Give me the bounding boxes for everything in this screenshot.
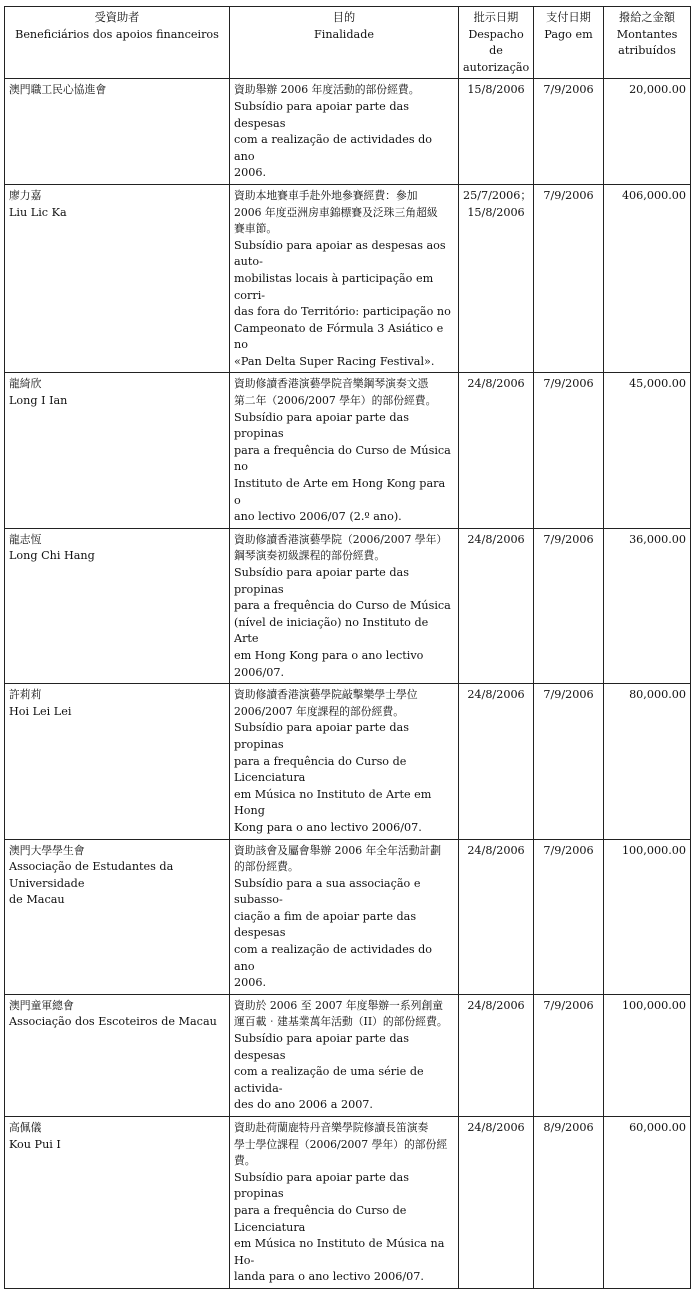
header-amount: [604, 7, 691, 79]
amount-cell: [604, 994, 691, 1116]
paid-date: 7/9/2006: [543, 532, 594, 546]
table-row: [5, 373, 691, 528]
purpose-pt-line: com a realização de uma série de activida-: [234, 1065, 424, 1095]
purpose-pt-line: Subsídio para apoiar parte das despesas: [234, 1032, 409, 1062]
purpose-pt-line: em Música no Instituto de Arte em Hong: [234, 787, 432, 818]
table-row: [5, 839, 691, 994]
paid-date: 7/9/2006: [543, 843, 594, 857]
purpose-cell: [230, 684, 459, 839]
purpose-zh-line: 資助舉辦 2006 年度活動的部份經費。: [234, 83, 420, 97]
purpose-zh-line: 資助修讀香港演藝學院敲擊樂學士學位: [234, 688, 418, 702]
amount-value: 100,000.00: [621, 843, 686, 857]
header-authorization-zh: 批示日期: [473, 11, 519, 24]
beneficiary-name-pt: Hoi Lei Lei: [9, 704, 72, 718]
header-authorization: [459, 7, 534, 79]
header-paid-zh: 支付日期: [546, 11, 591, 24]
purpose-pt-line: Subsídio para a sua associação e subasso-: [234, 876, 421, 907]
authorization-date: 15/8/2006: [467, 205, 525, 219]
header-purpose-zh: 目的: [332, 11, 356, 24]
purpose-pt-line: Campeonato de Fórmula 3 Asiático e no: [234, 321, 444, 352]
purpose-pt-line: Subsídio para apoiar parte das propinas: [234, 410, 409, 441]
table-row: [5, 1117, 691, 1289]
paid-date: 7/9/2006: [543, 83, 594, 97]
beneficiary-cell: [5, 839, 230, 994]
grants-table: [4, 6, 691, 1289]
beneficiary-name-pt: Associação dos Escoteiros de Macau: [9, 1015, 217, 1029]
beneficiary-name-pt: Liu Lic Ka: [9, 205, 67, 219]
purpose-zh-line: 運百載‧建基業萬年活動（II）的部份經費。: [234, 1015, 448, 1029]
header-purpose: [230, 7, 459, 79]
paid-date-cell: [534, 1117, 604, 1289]
header-amount-pt-2: atribuídos: [618, 44, 676, 58]
purpose-cell: [230, 839, 459, 994]
beneficiary-name-zh: 龍志恆: [9, 532, 42, 546]
purpose-zh-line: 鋼琴演奏初級課程的部份經費。: [234, 549, 386, 563]
purpose-pt-line: das fora do Território: participação no: [234, 305, 451, 319]
beneficiary-cell: [5, 373, 230, 528]
purpose-pt-line: des do ano 2006 a 2007.: [234, 1098, 373, 1112]
purpose-cell: [230, 1117, 459, 1289]
beneficiary-name-zh: 澳門大學學生會: [9, 843, 85, 857]
authorization-date: 24/8/2006: [467, 843, 525, 857]
amount-cell: [604, 79, 691, 185]
beneficiary-name-zh: 許莉莉: [9, 688, 42, 702]
header-beneficiary-pt: Beneficiários dos apoios financeiros: [15, 27, 219, 41]
table-row: [5, 79, 691, 185]
purpose-zh-line: 2006 年度亞洲房車錦標賽及泛珠三角超級: [234, 205, 438, 219]
paid-date: 7/9/2006: [543, 377, 594, 391]
amount-value: 20,000.00: [629, 83, 686, 97]
table-row: [5, 684, 691, 839]
beneficiary-name-zh: 龍綺欣: [9, 377, 42, 391]
header-paid-pt: Pago em: [544, 27, 593, 41]
purpose-pt-line: Subsídio para apoiar parte das despesas: [234, 99, 409, 130]
purpose-cell: [230, 184, 459, 373]
header-purpose-pt: Finalidade: [314, 27, 374, 41]
header-amount-pt-1: Montantes: [616, 27, 678, 41]
authorization-date-cell: [459, 79, 534, 185]
beneficiary-name-pt: de Macau: [9, 893, 65, 907]
header-paid: [534, 7, 604, 79]
purpose-cell: [230, 994, 459, 1116]
purpose-zh-line: 賽車節。: [234, 222, 278, 236]
paid-date-cell: [534, 184, 604, 373]
purpose-pt-line: com a realização de actividades do ano: [234, 133, 433, 163]
amount-value: 100,000.00: [621, 998, 686, 1012]
table-body: [5, 79, 691, 1289]
paid-date: 7/9/2006: [543, 188, 594, 202]
header-amount-zh: 撥給之金額: [619, 11, 675, 24]
purpose-pt-line: para a frequência do Curso de Música no: [234, 443, 451, 474]
beneficiary-name-zh: 澳門童軍總會: [9, 998, 74, 1012]
beneficiary-cell: [5, 184, 230, 373]
purpose-pt-line: Instituto de Arte em Hong Kong para o: [234, 477, 446, 507]
amount-cell: [604, 1117, 691, 1289]
amount-cell: [604, 839, 691, 994]
authorization-date-cell: [459, 994, 534, 1116]
purpose-zh-line: 資助該會及屬會舉辦 2006 年全年活動計劃: [234, 843, 442, 857]
purpose-pt-line: mobilistas locais à participação em corri-: [234, 271, 434, 302]
purpose-pt-line: ano lectivo 2006/07 (2.º ano).: [234, 510, 402, 524]
paid-date-cell: [534, 839, 604, 994]
beneficiary-name-pt: Long Chi Hang: [9, 549, 95, 563]
purpose-zh-line: 費。: [234, 1154, 256, 1168]
purpose-zh-line: 資助於 2006 至 2007 年度舉辦一系列創童: [234, 998, 444, 1012]
header-row: [5, 7, 691, 79]
authorization-date: 24/8/2006: [467, 532, 525, 546]
beneficiary-cell: [5, 684, 230, 839]
paid-date-cell: [534, 684, 604, 839]
purpose-cell: [230, 373, 459, 528]
purpose-pt-line: ciação a fim de apoiar parte das despesas: [234, 909, 417, 940]
beneficiary-name-pt: Associação de Estudantes da Universidade: [9, 860, 174, 890]
beneficiary-cell: [5, 994, 230, 1116]
purpose-pt-line: landa para o ano lectivo 2006/07.: [234, 1270, 424, 1284]
authorization-date-cell: [459, 839, 534, 994]
purpose-pt-line: Subsídio para apoiar parte das propinas: [234, 1170, 409, 1201]
authorization-date: 25/7/2006；: [463, 188, 532, 202]
amount-cell: [604, 684, 691, 839]
purpose-zh-line: 資助修讀香港演藝學院（2006/2007 學年）: [234, 532, 448, 546]
purpose-pt-line: com a realização de actividades do ano: [234, 943, 433, 973]
amount-cell: [604, 184, 691, 373]
beneficiary-cell: [5, 79, 230, 185]
beneficiary-name-pt: Long I Ian: [9, 394, 68, 408]
authorization-date-cell: [459, 684, 534, 839]
table-row: [5, 528, 691, 683]
authorization-date-cell: [459, 184, 534, 373]
purpose-pt-line: 2006.: [234, 976, 267, 990]
authorization-date: 24/8/2006: [467, 998, 525, 1012]
beneficiary-name-zh: 高佩儀: [9, 1121, 42, 1134]
paid-date-cell: [534, 79, 604, 185]
header-beneficiary-zh: 受資助者: [94, 11, 140, 24]
purpose-pt-line: para a frequência do Curso de Música: [234, 599, 451, 613]
authorization-date-cell: [459, 1117, 534, 1289]
beneficiary-name-zh: 澳門職工民心協進會: [9, 83, 107, 97]
purpose-cell: [230, 528, 459, 683]
header-authorization-pt-1: Despacho de: [468, 27, 524, 58]
beneficiary-name-zh: 廖力嘉: [9, 188, 42, 202]
purpose-pt-line: para a frequência do Curso de Licenciatura: [234, 1203, 407, 1234]
paid-date-cell: [534, 528, 604, 683]
amount-value: 80,000.00: [629, 688, 686, 702]
amount-value: 36,000.00: [629, 532, 686, 546]
header-beneficiary: [5, 7, 230, 79]
amount-value: 60,000.00: [629, 1121, 686, 1134]
authorization-date: 24/8/2006: [467, 688, 525, 702]
purpose-pt-line: 2006.: [234, 166, 267, 180]
purpose-pt-line: Kong para o ano lectivo 2006/07.: [234, 820, 422, 834]
paid-date-cell: [534, 373, 604, 528]
purpose-zh-line: 資助本地賽車手赴外地參賽經費：參加: [234, 188, 418, 202]
purpose-pt-line: para a frequência do Curso de Licenciatura: [234, 754, 407, 785]
purpose-pt-line: Subsídio para apoiar parte das propinas: [234, 566, 409, 596]
purpose-pt-line: em Hong Kong para o ano lectivo 2006/07.: [234, 648, 424, 679]
beneficiary-name-pt: Kou Pui I: [9, 1137, 61, 1151]
paid-date: 7/9/2006: [543, 688, 594, 702]
beneficiary-cell: [5, 1117, 230, 1289]
paid-date: 7/9/2006: [543, 998, 594, 1012]
purpose-pt-line: Subsídio para apoiar parte das propinas: [234, 721, 409, 751]
authorization-date: 24/8/2006: [467, 1121, 525, 1134]
authorization-date: 24/8/2006: [467, 377, 525, 391]
amount-value: 406,000.00: [621, 188, 686, 202]
purpose-zh-line: 的部份經費。: [234, 860, 299, 874]
purpose-zh-line: 第二年（2006/2007 學年）的部份經費。: [234, 394, 437, 408]
purpose-zh-line: 資助赴荷蘭鹿特丹音樂學院修讀長笛演奏: [234, 1121, 429, 1134]
purpose-cell: [230, 79, 459, 185]
purpose-pt-line: (nível de iniciação) no Instituto de Arte: [234, 615, 429, 646]
authorization-date-cell: [459, 373, 534, 528]
purpose-pt-line: «Pan Delta Super Racing Festival».: [234, 354, 435, 368]
purpose-zh-line: 資助修讀香港演藝學院音樂鋼琴演奏文憑: [234, 377, 429, 391]
beneficiary-cell: [5, 528, 230, 683]
authorization-date-cell: [459, 528, 534, 683]
table-row: [5, 994, 691, 1116]
purpose-zh-line: 學士學位課程（2006/2007 學年）的部份經: [234, 1137, 448, 1151]
header-authorization-pt-2: autorização: [463, 60, 530, 74]
paid-date: 8/9/2006: [543, 1121, 594, 1134]
purpose-pt-line: Subsídio para apoiar as despesas aos auto-: [234, 238, 446, 269]
amount-cell: [604, 528, 691, 683]
paid-date-cell: [534, 994, 604, 1116]
purpose-zh-line: 2006/2007 年度課程的部份經費。: [234, 704, 404, 718]
amount-cell: [604, 373, 691, 528]
table-row: [5, 184, 691, 373]
purpose-pt-line: em Música no Instituto de Música na Ho-: [234, 1237, 445, 1267]
authorization-date: 15/8/2006: [467, 83, 525, 97]
amount-value: 45,000.00: [629, 377, 686, 391]
